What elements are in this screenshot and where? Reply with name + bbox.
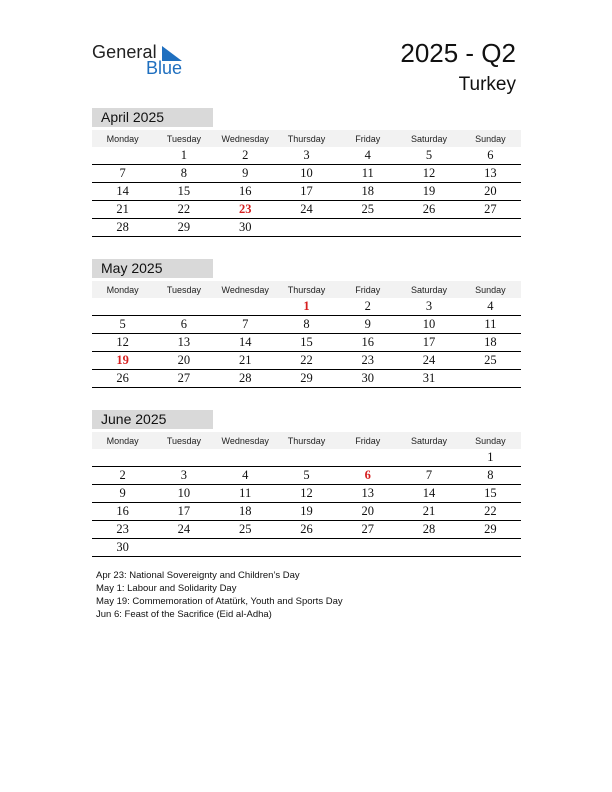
month-block: [92, 259, 521, 388]
holiday-note: Jun 6: Feast of the Sacrifice (Eid al-Adha): [96, 609, 272, 620]
day-cell: 14: [398, 485, 459, 503]
weekday-header: Wednesday: [215, 432, 276, 449]
weekday-header: Thursday: [276, 281, 337, 298]
day-cell: 19: [92, 352, 153, 370]
day-cell: 2: [92, 467, 153, 485]
day-cell: 1: [460, 449, 521, 467]
week-row: [92, 449, 521, 467]
page-title: 2025 - Q2: [400, 38, 516, 68]
day-cell: 3: [398, 298, 459, 316]
day-cell: 28: [92, 219, 153, 237]
day-cell: 21: [92, 201, 153, 219]
day-cell: 12: [92, 334, 153, 352]
day-cell: [153, 298, 214, 316]
day-cell: 8: [153, 165, 214, 183]
day-cell: 17: [276, 183, 337, 201]
weekday-header: Sunday: [460, 432, 521, 449]
day-cell: 4: [215, 467, 276, 485]
week-row: [92, 219, 521, 237]
logo-text-general: General: [92, 42, 157, 62]
month-grid: [92, 130, 521, 237]
day-cell: 25: [337, 201, 398, 219]
day-cell: 1: [276, 298, 337, 316]
day-cell: 28: [398, 521, 459, 539]
month-grid: [92, 281, 521, 388]
holiday-note: Apr 23: National Sovereignty and Children’s Day: [96, 570, 300, 581]
day-cell: 24: [276, 201, 337, 219]
day-cell: 30: [215, 219, 276, 237]
holiday-note: May 1: Labour and Solidarity Day: [96, 583, 237, 594]
day-cell: [398, 449, 459, 467]
day-cell: 27: [460, 201, 521, 219]
day-cell: [215, 298, 276, 316]
holiday-notes: [96, 569, 343, 621]
weekday-header: Monday: [92, 130, 153, 147]
day-cell: 5: [276, 467, 337, 485]
day-cell: [276, 219, 337, 237]
day-cell: [276, 449, 337, 467]
day-cell: 9: [337, 316, 398, 334]
week-row: [92, 298, 521, 316]
day-cell: 20: [337, 503, 398, 521]
day-cell: 14: [92, 183, 153, 201]
day-cell: 1: [153, 147, 214, 165]
day-cell: 27: [337, 521, 398, 539]
day-cell: 24: [398, 352, 459, 370]
month-block: [92, 410, 521, 557]
day-cell: 22: [276, 352, 337, 370]
day-cell: 22: [153, 201, 214, 219]
weekday-header: Saturday: [398, 130, 459, 147]
day-cell: [153, 539, 214, 557]
day-cell: 6: [153, 316, 214, 334]
day-cell: [337, 219, 398, 237]
week-row: [92, 147, 521, 165]
day-cell: 8: [276, 316, 337, 334]
day-cell: [398, 219, 459, 237]
day-cell: 23: [337, 352, 398, 370]
day-cell: 22: [460, 503, 521, 521]
weekday-header: Sunday: [460, 281, 521, 298]
day-cell: 29: [276, 370, 337, 388]
day-cell: [215, 539, 276, 557]
day-cell: [92, 147, 153, 165]
day-cell: 16: [337, 334, 398, 352]
day-cell: 10: [276, 165, 337, 183]
week-row: [92, 316, 521, 334]
day-cell: 12: [398, 165, 459, 183]
weekday-header: Friday: [337, 281, 398, 298]
day-cell: 16: [92, 503, 153, 521]
month-block: [92, 108, 521, 237]
day-cell: [460, 370, 521, 388]
day-cell: 30: [337, 370, 398, 388]
month-title: June 2025: [92, 410, 213, 429]
day-cell: 3: [276, 147, 337, 165]
day-cell: 7: [215, 316, 276, 334]
day-cell: 4: [460, 298, 521, 316]
day-cell: [153, 449, 214, 467]
day-cell: 28: [215, 370, 276, 388]
day-cell: 25: [460, 352, 521, 370]
day-cell: 16: [215, 183, 276, 201]
week-row: [92, 165, 521, 183]
week-row: [92, 521, 521, 539]
day-cell: [276, 539, 337, 557]
week-row: [92, 467, 521, 485]
weekday-header: Tuesday: [153, 281, 214, 298]
day-cell: 24: [153, 521, 214, 539]
day-cell: 9: [215, 165, 276, 183]
day-cell: 18: [460, 334, 521, 352]
day-cell: 20: [153, 352, 214, 370]
day-cell: 15: [276, 334, 337, 352]
day-cell: [398, 539, 459, 557]
day-cell: 5: [398, 147, 459, 165]
weekday-header: Wednesday: [215, 130, 276, 147]
day-cell: 18: [215, 503, 276, 521]
weekday-header: Monday: [92, 281, 153, 298]
day-cell: 2: [337, 298, 398, 316]
logo-text-blue: Blue: [146, 58, 183, 78]
weekday-header: Thursday: [276, 432, 337, 449]
day-cell: 23: [92, 521, 153, 539]
day-cell: 20: [460, 183, 521, 201]
month-title: May 2025: [92, 259, 213, 278]
month-grid: [92, 432, 521, 557]
weekday-header: Wednesday: [215, 281, 276, 298]
day-cell: 23: [215, 201, 276, 219]
day-cell: 21: [398, 503, 459, 521]
day-cell: 27: [153, 370, 214, 388]
day-cell: 13: [153, 334, 214, 352]
day-cell: 29: [460, 521, 521, 539]
day-cell: 5: [92, 316, 153, 334]
week-row: [92, 370, 521, 388]
day-cell: [337, 539, 398, 557]
weekday-header: Tuesday: [153, 432, 214, 449]
day-cell: 4: [337, 147, 398, 165]
day-cell: 25: [215, 521, 276, 539]
weekday-header: Friday: [337, 130, 398, 147]
day-cell: 13: [337, 485, 398, 503]
day-cell: 21: [215, 352, 276, 370]
day-cell: 11: [460, 316, 521, 334]
day-cell: 10: [153, 485, 214, 503]
week-row: [92, 539, 521, 557]
day-cell: 15: [460, 485, 521, 503]
day-cell: 26: [92, 370, 153, 388]
day-cell: 7: [92, 165, 153, 183]
day-cell: [337, 449, 398, 467]
day-cell: 14: [215, 334, 276, 352]
holiday-note: May 19: Commemoration of Atatürk, Youth and Sports Day: [96, 596, 343, 607]
day-cell: 10: [398, 316, 459, 334]
day-cell: 6: [337, 467, 398, 485]
day-cell: 29: [153, 219, 214, 237]
weekday-header: Sunday: [460, 130, 521, 147]
day-cell: 2: [215, 147, 276, 165]
day-cell: [460, 219, 521, 237]
day-cell: 7: [398, 467, 459, 485]
day-cell: 26: [276, 521, 337, 539]
day-cell: [92, 298, 153, 316]
day-cell: 11: [337, 165, 398, 183]
day-cell: 19: [398, 183, 459, 201]
day-cell: [460, 539, 521, 557]
weekday-header: Tuesday: [153, 130, 214, 147]
day-cell: 19: [276, 503, 337, 521]
day-cell: 15: [153, 183, 214, 201]
week-row: [92, 183, 521, 201]
week-row: [92, 503, 521, 521]
day-cell: 18: [337, 183, 398, 201]
weekday-header: Friday: [337, 432, 398, 449]
weekday-header: Saturday: [398, 432, 459, 449]
day-cell: [215, 449, 276, 467]
logo: [92, 40, 192, 80]
day-cell: 11: [215, 485, 276, 503]
day-cell: 30: [92, 539, 153, 557]
week-row: [92, 352, 521, 370]
day-cell: 17: [153, 503, 214, 521]
day-cell: [92, 449, 153, 467]
day-cell: 31: [398, 370, 459, 388]
day-cell: 12: [276, 485, 337, 503]
weekday-header: Saturday: [398, 281, 459, 298]
day-cell: 13: [460, 165, 521, 183]
weekday-header: Monday: [92, 432, 153, 449]
day-cell: 17: [398, 334, 459, 352]
week-row: [92, 334, 521, 352]
day-cell: 26: [398, 201, 459, 219]
day-cell: 6: [460, 147, 521, 165]
month-title: April 2025: [92, 108, 213, 127]
country-label: Turkey: [458, 74, 516, 95]
weekday-header: Thursday: [276, 130, 337, 147]
week-row: [92, 485, 521, 503]
week-row: [92, 201, 521, 219]
day-cell: 3: [153, 467, 214, 485]
day-cell: 9: [92, 485, 153, 503]
day-cell: 8: [460, 467, 521, 485]
